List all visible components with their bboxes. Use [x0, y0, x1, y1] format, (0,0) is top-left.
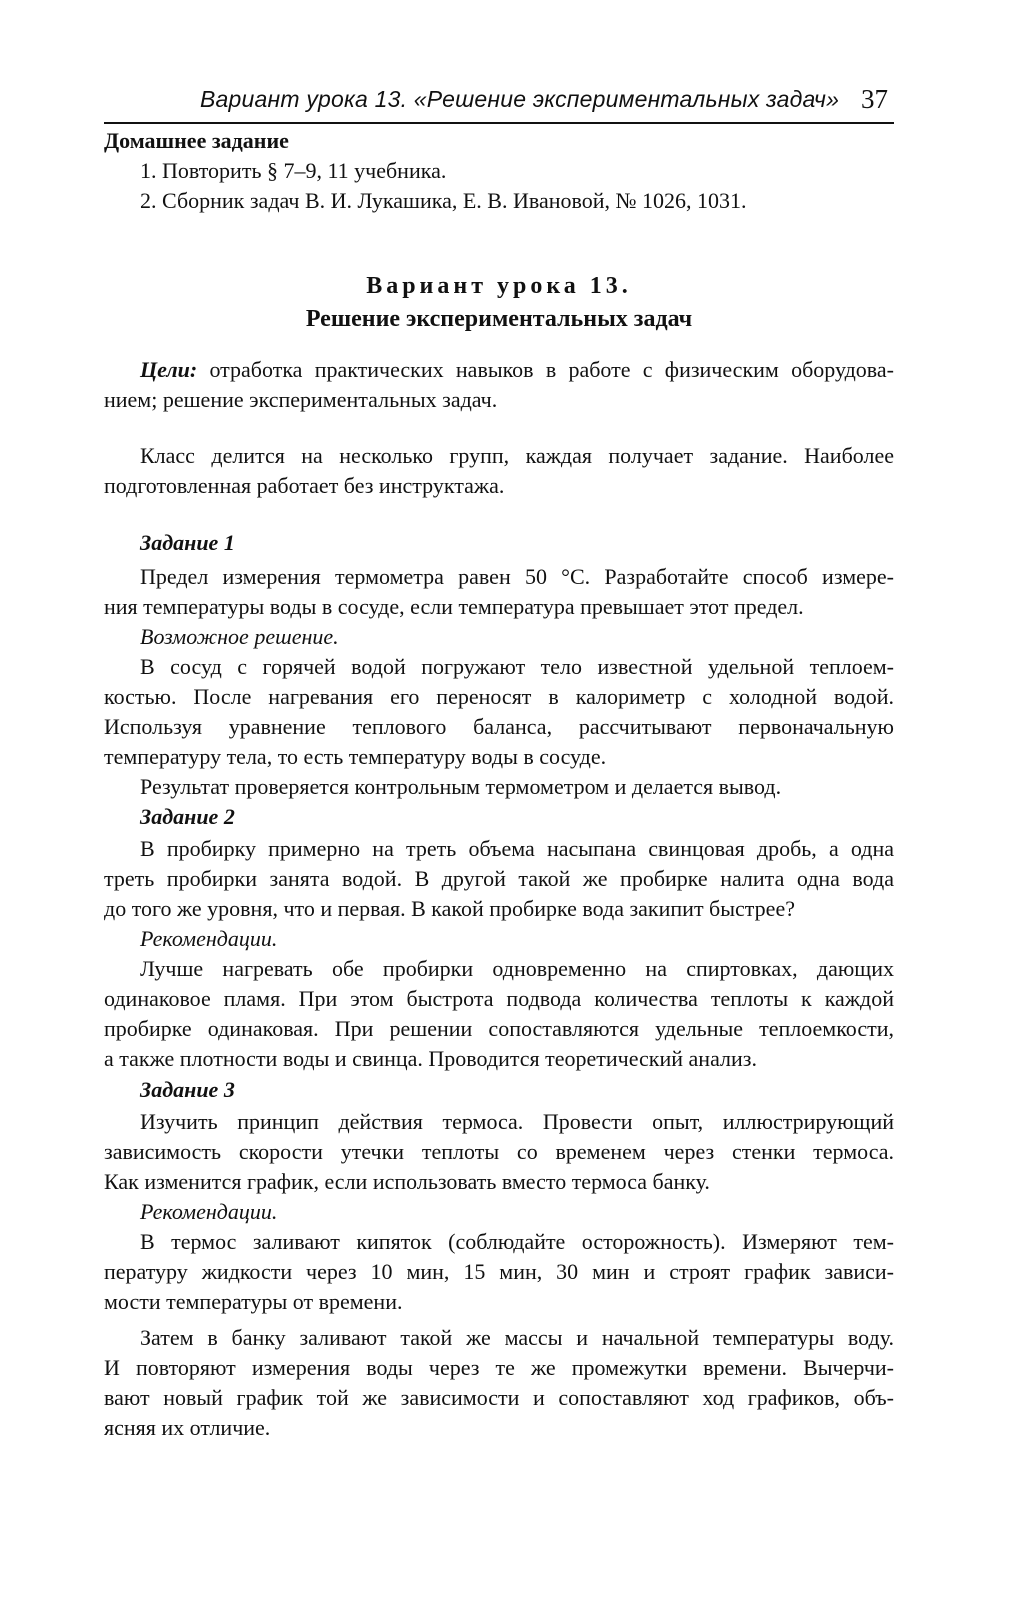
goals-label: Цели: — [140, 357, 198, 382]
task-line: треть пробирки занята водой. В другой такой же пробирке налита одна вода — [104, 866, 894, 891]
task-2 — [104, 802, 894, 1074]
goals-paragraph — [104, 355, 894, 415]
goals-text: отработка практических навыков в работе с физическим оборудова- — [209, 357, 894, 382]
intro-line: Класс делится на несколько групп, каждая получает задание. Наиболее — [140, 443, 894, 468]
solution-line: В сосуд с горячей водой погружают тело известной удельной теплоем- — [140, 654, 894, 679]
goals-line — [104, 355, 894, 385]
task-line: Предел измерения термометра равен 50 °С. Разработайте способ измере- — [140, 564, 894, 589]
task-line: ния температуры воды в сосуде, если температура превышает этот предел. — [104, 594, 804, 619]
result-line: Результат проверяется контрольным термометром и делается вывод. — [140, 774, 782, 799]
recommendation-line: пературу жидкости через 10 мин, 15 мин, 30 мин и строят график зависи- — [104, 1259, 894, 1284]
solution-line: температуру тела, то есть температуру воды в сосуде. — [104, 744, 607, 769]
homework-heading: Домашнее задание — [104, 128, 289, 153]
final-line: Затем в банку заливают такой же массы и начальной температуры воду. — [140, 1325, 894, 1350]
running-head-title: Вариант урока 13. «Решение экспериментальных задач» — [200, 86, 840, 112]
task-line: Изучить принцип действия термоса. Провести опыт, иллюстрирующий — [140, 1109, 894, 1134]
recommendation-line: а также плотности воды и свинца. Проводится теоретический анализ. — [104, 1046, 757, 1071]
homework-section — [104, 126, 894, 216]
lesson-title — [104, 270, 894, 336]
running-head — [104, 84, 894, 124]
recommendations-label: Рекомендации. — [140, 1199, 278, 1224]
recommendation-line: одинаковое пламя. При этом быстрота подвода количества теплоты к каждой — [104, 986, 894, 1011]
task-line: зависимость скорости утечки теплоты со временем через стенки термоса. — [104, 1139, 894, 1164]
recommendation-line: В термос заливают кипяток (соблюдайте осторожность). Измеряют тем- — [140, 1229, 894, 1254]
solution-line: Используя уравнение теплового баланса, рассчитывают первоначальную — [104, 714, 894, 739]
lesson-title-line2: Решение экспериментальных задач — [305, 306, 693, 332]
task-heading: Задание 3 — [140, 1077, 235, 1102]
homework-item: 1. Повторить § 7–9, 11 учебника. — [140, 158, 447, 183]
task-line: Как изменится график, если использовать вместо термоса банку. — [104, 1169, 710, 1194]
recommendation-line: пробирке одинаковая. При решении сопоставляются удельные теплоемкости, — [104, 1016, 894, 1041]
homework-item: 2. Сборник задач В. И. Лукашика, Е. В. Ивановой, № 1026, 1031. — [140, 188, 747, 213]
solution-line: костью. После нагревания его переносят в калориметр с холодной водой. — [104, 684, 894, 709]
intro-paragraph — [104, 441, 894, 501]
final-line: ясняя их отличие. — [104, 1415, 271, 1440]
final-line: вают новый график той же зависимости и сопоставляют ход графиков, объ- — [104, 1385, 894, 1410]
recommendation-line: Лучше нагревать обе пробирки одновременно на спиртовках, дающих — [140, 956, 894, 981]
recommendations-label: Рекомендации. — [140, 926, 278, 951]
recommendation-line: мости температуры от времени. — [104, 1289, 403, 1314]
page-number: 37 — [861, 84, 888, 114]
goals-line: нием; решение экспериментальных задач. — [104, 387, 498, 412]
task-heading: Задание 1 — [140, 530, 235, 555]
final-line: И повторяют измерения воды через те же промежутки времени. Вычерчи- — [104, 1355, 894, 1380]
task-1 — [104, 528, 894, 802]
task-heading: Задание 2 — [140, 804, 235, 829]
intro-line: подготовленная работает без инструктажа. — [104, 473, 505, 498]
task-line: В пробирку примерно на треть объема насыпана свинцовая дробь, а одна — [140, 836, 894, 861]
task-line: до того же уровня, что и первая. В какой пробирке вода закипит быстрее? — [104, 896, 795, 921]
lesson-title-line1: Вариант урока 13. — [366, 273, 632, 299]
task-3 — [104, 1075, 894, 1443]
solution-label: Возможное решение. — [140, 624, 339, 649]
